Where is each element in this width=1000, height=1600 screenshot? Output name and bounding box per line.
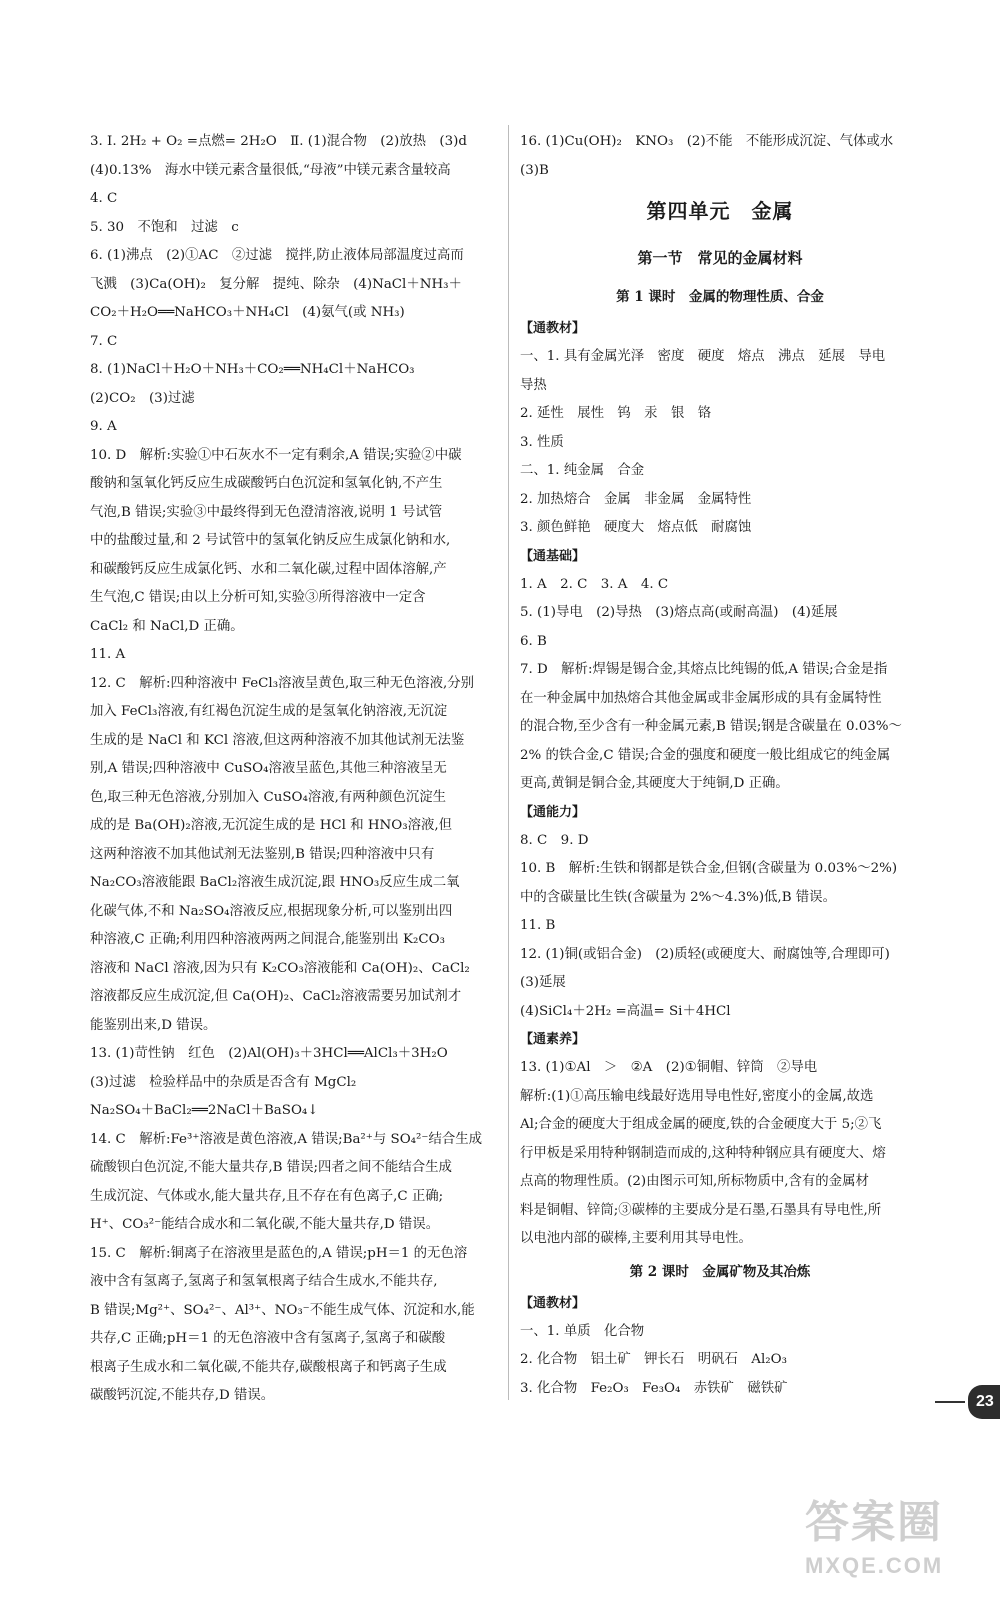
watermark <box>805 1495 990 1595</box>
watermark-line-2: MXQE.COM <box>805 1553 944 1578</box>
text-line: 在一种金属中加热熔合其他金属或非金属形成的具有金属特性 <box>520 690 882 706</box>
column-divider <box>508 125 509 1400</box>
tag-tongnengli: 【通能力】 <box>520 804 586 820</box>
text-line: 中的盐酸过量,和 2 号试管中的氢氧化钠反应生成氯化钠和水, <box>90 533 451 548</box>
text-line: 行甲板是采用特种钢制造而成的,这种特种钢应具有硬度大、熔 <box>520 1145 886 1161</box>
lesson-2-title: 第 2 课时 金属矿物及其冶炼 <box>629 1263 811 1280</box>
tag-tongjiaocai: 【通教材】 <box>520 321 586 336</box>
text-line: 2. 化合物 铝土矿 钾长石 明矾石 Al₂O₃ <box>520 1352 787 1367</box>
text-line: 以电池内部的碳棒,主要利用其导电性。 <box>520 1231 752 1246</box>
text-line: 生气泡,C 错误;由以上分析可知,实验③所得溶液中一定含 <box>90 590 426 605</box>
text-line: Al;合金的硬度大于组成金属的硬度,铁的合金硬度大于 5;②飞 <box>520 1117 882 1132</box>
text-line: 8. (1)NaCl＋H₂O＋NH₃＋CO₂══NH₄Cl＋NaHCO₃ <box>90 362 415 377</box>
text-line: 硫酸钡白色沉淀,不能大量共存,B 错误;四者之间不能结合生成 <box>90 1160 452 1175</box>
page-number-dash <box>935 1401 965 1403</box>
text-line: 根离子生成水和二氧化碳,不能共存,碳酸根离子和钙离子生成 <box>90 1359 447 1375</box>
watermark-line-1: 答案圈 <box>805 1498 943 1547</box>
text-line: 10. B 解析:生铁和钢都是铁合金,但钢(含碳量为 0.03%～2%) <box>520 861 898 876</box>
text-line: 导热 <box>520 377 547 393</box>
text-line: 5. 30 不饱和 过滤 c <box>90 219 239 235</box>
tag-tongjichu: 【通基础】 <box>520 548 586 564</box>
text-line: 5. (1)导电 (2)导热 (3)熔点高(或耐高温) (4)延展 <box>520 605 838 620</box>
ability-answers <box>520 827 920 1027</box>
answer-16 <box>520 128 920 185</box>
text-line: Na₂CO₃溶液能跟 BaCl₂溶液生成沉淀,跟 HNO₃反应生成二氧 <box>90 875 460 890</box>
section-title: 第一节 常见的金属材料 <box>637 249 803 267</box>
text-line: 10. D 解析:实验①中石灰水不一定有剩余,A 错误;实验②中碳 <box>90 447 462 463</box>
text-line: 共存,C 正确;pH＝1 的无色溶液中含有氢离子,氢离子和碳酸 <box>90 1331 446 1346</box>
text-line: 溶液都反应生成沉淀,但 Ca(OH)₂、CaCl₂溶液需要另加试剂才 <box>90 989 462 1004</box>
text-line: 种溶液,C 正确;利用四种溶液两两之间混合,能鉴别出 K₂CO₃ <box>90 932 445 947</box>
text-line: 3. 颜色鲜艳 硬度大 熔点低 耐腐蚀 <box>520 520 752 535</box>
text-line: 化碳气体,不和 Na₂SO₄溶液反应,根据现象分析,可以鉴别出四 <box>90 903 453 919</box>
text-line: 13. (1)①Al ＞ ②A (2)①铜帽、锌筒 ②导电 <box>520 1060 818 1075</box>
text-line: 料是铜帽、锌筒;③碳棒的主要成分是石墨,石墨具有导电性,所 <box>520 1202 882 1218</box>
text-line: 2% 的铁合金,C 错误;合金的强度和硬度一般比组成它的纯金属 <box>520 747 891 763</box>
text-line: 12. (1)铜(或铝合金) (2)质轻(或硬度大、耐腐蚀等,合理即可) <box>520 946 890 962</box>
text-line: 能鉴别出来,D 错误。 <box>90 1017 217 1033</box>
lesson-1-title: 第 1 课时 金属的物理性质、合金 <box>616 289 824 305</box>
text-line: 2. 延性 展性 钨 汞 银 铬 <box>520 406 712 421</box>
text-line: (3)延展 <box>520 975 566 990</box>
basic-answers <box>520 571 920 799</box>
text-line: 7. D 解析:焊锡是锡合金,其熔点比纯锡的低,A 错误;合金是指 <box>520 662 888 677</box>
right-column <box>520 128 920 1403</box>
text-line: 加入 FeCl₃溶液,有红褐色沉淀生成的是氢氧化钠溶液,无沉淀 <box>90 704 448 719</box>
text-line: 成的是 Ba(OH)₂溶液,无沉淀生成的是 HCl 和 HNO₃溶液,但 <box>90 818 453 833</box>
text-line: CO₂＋H₂O══NaHCO₃＋NH₄Cl (4)氨气(或 NH₃) <box>90 305 405 320</box>
text-line: 酸钠和氢氧化钙反应生成碳酸钙白色沉淀和氢氧化钠,不产生 <box>90 476 443 491</box>
text-line: 15. C 解析:铜离子在溶液里是蓝色的,A 错误;pH＝1 的无色溶 <box>90 1245 468 1261</box>
text-line: 16. (1)Cu(OH)₂ KNO₃ (2)不能 不能形成沉淀、气体或水 <box>520 134 894 149</box>
text-line: 3. 性质 <box>520 434 564 450</box>
text-line: (4)SiCl₄＋2H₂ =高温= Si＋4HCl <box>520 1003 731 1019</box>
text-line: Na₂SO₄＋BaCl₂══2NaCl＋BaSO₄↓ <box>90 1103 319 1118</box>
text-line: B 错误;Mg²⁺、SO₄²⁻、Al³⁺、NO₃⁻不能生成气体、沉淀和水,能 <box>90 1302 475 1318</box>
text-line: 二、1. 纯金属 合金 <box>520 463 645 478</box>
text-line: 和碳酸钙反应生成氯化钙、水和二氧化碳,过程中固体溶解,产 <box>90 561 447 577</box>
text-line: 8. C 9. D <box>520 832 589 848</box>
tag-tongjiaocai-2: 【通教材】 <box>520 1295 586 1311</box>
textbook-answers-2 <box>520 1318 920 1404</box>
text-line: 一、1. 单质 化合物 <box>520 1323 645 1339</box>
text-line: 3. 化合物 Fe₂O₃ Fe₃O₄ 赤铁矿 磁铁矿 <box>520 1380 788 1396</box>
textbook-answers <box>520 343 920 543</box>
text-line: 解析:(1)①高压输电线最好选用导电性好,密度小的金属,故选 <box>520 1088 874 1104</box>
unit-title: 第四单元 金属 <box>646 199 794 223</box>
text-line: (3)B <box>520 162 549 178</box>
text-line: 飞溅 (3)Ca(OH)₂ 复分解 提纯、除杂 (4)NaCl＋NH₃＋ <box>90 276 462 292</box>
text-line: H⁺、CO₃²⁻能结合成水和二氧化碳,不能大量共存,D 错误。 <box>90 1217 440 1232</box>
text-line: 3. Ⅰ. 2H₂ + O₂ =点燃= 2H₂O Ⅱ. (1)混合物 (2)放热 (3)d <box>90 134 467 149</box>
tag-tongsuyang: 【通素养】 <box>520 1032 586 1047</box>
literacy-answers <box>520 1054 920 1254</box>
text-line: (2)CO₂ (3)过滤 <box>90 390 195 406</box>
text-line: (3)过滤 检验样品中的杂质是否含有 MgCl₂ <box>90 1074 357 1090</box>
text-line: 11. A <box>90 647 126 662</box>
text-line: 14. C 解析:Fe³⁺溶液是黄色溶液,A 错误;Ba²⁺与 SO₄²⁻结合生成 <box>90 1131 483 1147</box>
text-line: 12. C 解析:四种溶液中 FeCl₃溶液呈黄色,取三种无色溶液,分别 <box>90 675 475 691</box>
text-line: (4)0.13% 海水中镁元素含量很低,“母液”中镁元素含量较高 <box>90 162 451 178</box>
text-line: 9. A <box>90 419 117 434</box>
text-line: 6. B <box>520 633 547 649</box>
text-line: 2. 加热熔合 金属 非金属 金属特性 <box>520 491 752 507</box>
text-line: CaCl₂ 和 NaCl,D 正确。 <box>90 618 244 634</box>
text-line: 7. C <box>90 333 118 349</box>
text-line: 一、1. 具有金属光泽 密度 硬度 熔点 沸点 延展 导电 <box>520 349 886 364</box>
text-line: 液中含有氢离子,氢离子和氢氧根离子结合生成水,不能共存, <box>90 1274 438 1289</box>
text-line: 的混合物,至少含有一种金属元素,B 错误;钢是含碳量在 0.03%～ <box>520 719 902 734</box>
text-line: 1. A 2. C 3. A 4. C <box>520 576 669 592</box>
text-line: 溶液和 NaCl 溶液,因为只有 K₂CO₃溶液能和 Ca(OH)₂、CaCl₂ <box>90 960 470 976</box>
text-line: 碳酸钙沉淀,不能共存,D 错误。 <box>90 1388 275 1403</box>
text-line: 4. C <box>90 191 118 206</box>
text-line: 气泡,B 错误;实验③中最终得到无色澄清溶液,说明 1 号试管 <box>90 504 443 520</box>
text-line: 生成的是 NaCl 和 KCl 溶液,但这两种溶液不加其他试剂无法鉴 <box>90 732 465 748</box>
text-line: 更高,黄铜是铜合金,其硬度大于纯铜,D 正确。 <box>520 776 789 791</box>
text-line: 这两种溶液不加其他试剂无法鉴别,B 错误;四种溶液中只有 <box>90 846 435 862</box>
left-column <box>90 128 500 1411</box>
text-line: 生成沉淀、气体或水,能大量共存,且不存在有色离子,C 正确; <box>90 1188 444 1204</box>
text-line: 11. B <box>520 918 556 933</box>
page-number: 23 <box>968 1385 1000 1419</box>
text-line: 色,取三种无色溶液,分别加入 CuSO₄溶液,有两种颜色沉淀生 <box>90 789 447 805</box>
text-line: 别,A 错误;四种溶液中 CuSO₄溶液呈蓝色,其他三种溶液呈无 <box>90 761 447 776</box>
text-line: 13. (1)苛性钠 红色 (2)Al(OH)₃＋3HCl══AlCl₃＋3H₂O <box>90 1046 448 1061</box>
text-line: 点高的物理性质。(2)由图示可知,所标物质中,含有的金属材 <box>520 1174 869 1189</box>
text-line: 6. (1)沸点 (2)①AC ②过滤 搅拌,防止液体局部温度过高而 <box>90 248 464 263</box>
text-line: 中的含碳量比生铁(含碳量为 2%～4.3%)低,B 错误。 <box>520 889 836 905</box>
